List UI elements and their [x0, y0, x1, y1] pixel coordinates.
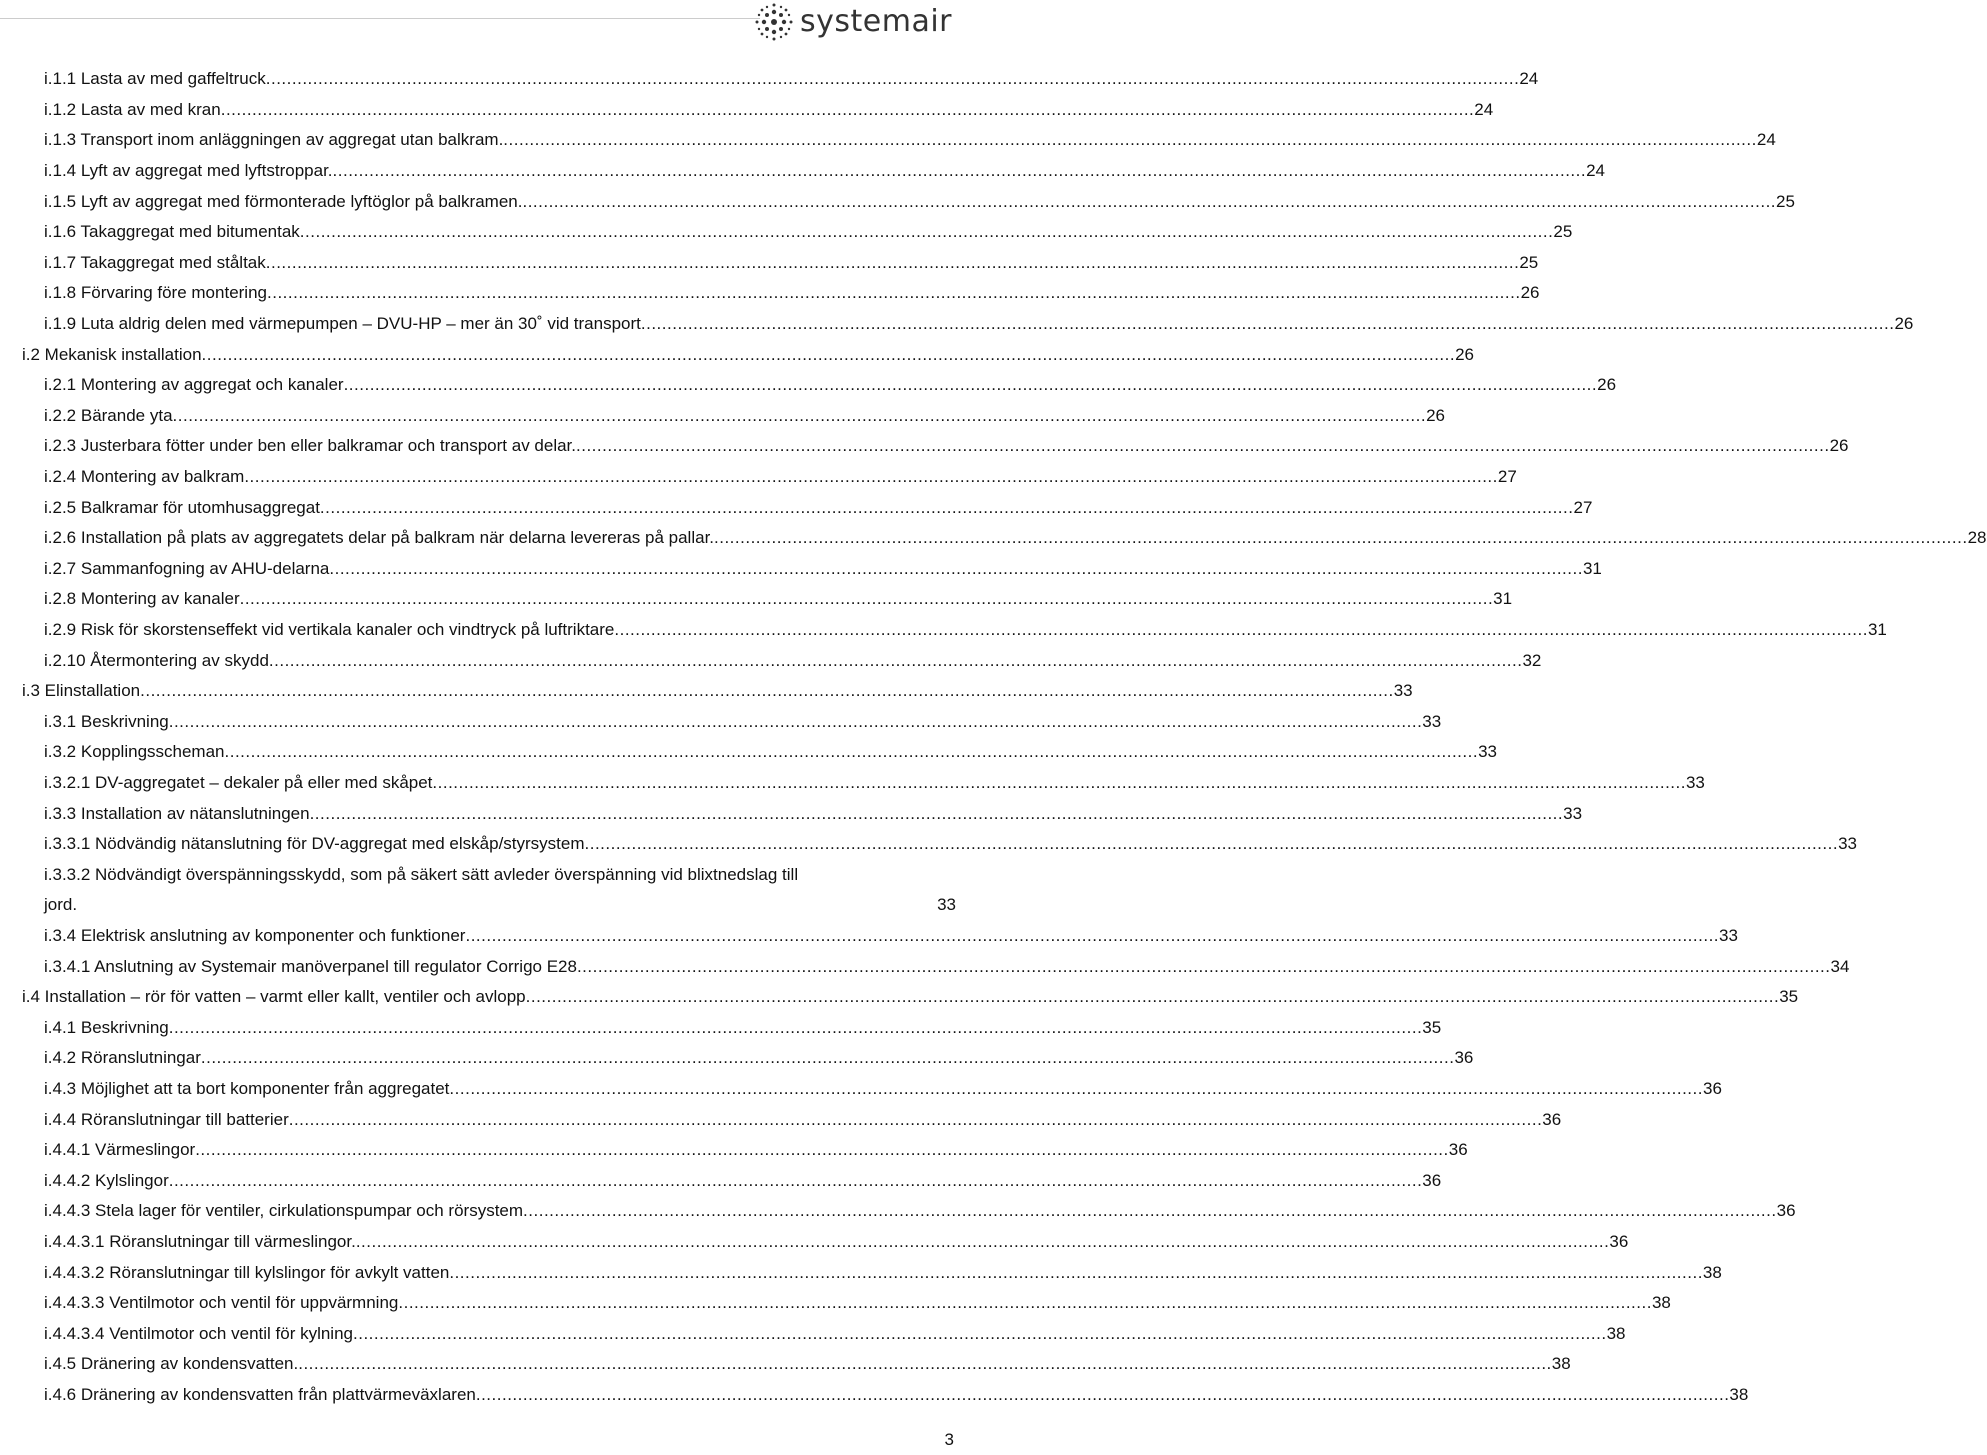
toc-entry-page: 27	[1573, 497, 1593, 517]
toc-entry-page: 25	[1519, 252, 1539, 272]
systemair-logo	[754, 0, 952, 44]
toc-entry-title: i.3.3.1 Nödvändig nätanslutning för DV-aggregat med elskåp/styrsystem	[44, 834, 585, 854]
toc-dot-leader	[289, 1110, 1543, 1130]
toc-entry-page: 33	[1719, 926, 1738, 946]
toc-dot-leader	[398, 1293, 1652, 1313]
toc-dot-leader	[169, 1171, 1423, 1191]
toc-entry[interactable]	[0, 401, 1446, 432]
toc-entry-title: i.4.6 Dränering av kondensvatten från plattvärmeväxlaren	[44, 1385, 476, 1405]
toc-entry-title: i.3.1 Beskrivning	[44, 711, 169, 731]
toc-entry[interactable]	[0, 737, 1497, 768]
toc-entry[interactable]	[0, 462, 1517, 493]
toc-entry[interactable]	[0, 523, 1987, 554]
toc-entry-page: 38	[1651, 1293, 1671, 1313]
toc-dot-leader	[526, 987, 1780, 1007]
toc-entry[interactable]	[0, 982, 1799, 1013]
toc-entry-title: i.2.9 Risk för skorstenseffekt vid vertikala kanaler och vindtryck på luftriktare	[44, 620, 615, 640]
toc-entry-title: i.2 Mekanisk installation	[22, 344, 202, 364]
toc-entry-title: i.3.4 Elektrisk anslutning av komponenter och funktioner	[44, 926, 466, 946]
toc-entry[interactable]	[0, 707, 1442, 738]
toc-dot-leader	[449, 1079, 1703, 1099]
toc-dot-leader	[585, 834, 1839, 854]
toc-entry-title: i.4.1 Beskrivning	[44, 1017, 169, 1037]
toc-dot-leader	[267, 283, 1521, 303]
page-number: 3	[944, 1430, 954, 1449]
toc-entry-page: 36	[1702, 1079, 1722, 1099]
toc-entry-page: 27	[1497, 467, 1517, 487]
toc-entry[interactable]	[0, 1043, 1474, 1074]
toc-entry-page: 33	[1685, 773, 1705, 793]
toc-entry-page: 36	[1776, 1201, 1796, 1221]
toc-entry[interactable]	[0, 1013, 1442, 1044]
toc-entry-page: 33	[1838, 834, 1857, 854]
toc-entry-page: 28	[1967, 528, 1987, 548]
toc-entry-title: i.1.9 Luta aldrig delen med värmepumpen – DVU-HP – mer än 30˚ vid transport	[44, 314, 641, 334]
toc-entry-title: i.2.2 Bärande yta	[44, 405, 173, 425]
toc-entry-page: 25	[1553, 222, 1573, 242]
toc-entry-title: i.3.3 Installation av nätanslutningen	[44, 803, 310, 823]
toc-dot-leader	[333, 161, 1587, 181]
toc-entry-title: i.4.5 Dränering av kondensvatten.	[44, 1354, 299, 1374]
toc-entry[interactable]	[0, 1349, 1571, 1380]
toc-entry[interactable]	[0, 431, 1849, 462]
toc-entry-title: i.2.6 Installation på plats av aggregatets delar på balkram när delarna levereras på pallar.	[44, 528, 715, 548]
toc-entry-title: i.2.3 Justerbara fötter under ben eller balkramar och transport av delar.	[44, 436, 577, 456]
toc-entry[interactable]	[0, 1135, 1468, 1166]
toc-dot-leader	[576, 436, 1830, 456]
toc-entry[interactable]	[0, 125, 1776, 156]
toc-entry[interactable]	[0, 1380, 1749, 1411]
toc-entry[interactable]	[0, 278, 1540, 309]
toc-dot-leader	[169, 712, 1423, 732]
toc-entry-page: 36	[1542, 1109, 1562, 1129]
toc-dot-leader	[202, 345, 1456, 365]
toc-dot-leader	[476, 1385, 1730, 1405]
toc-dot-leader	[641, 314, 1895, 334]
toc-dot-leader	[140, 681, 1394, 701]
toc-dot-leader	[240, 589, 1494, 609]
systemair-logo-icon	[754, 2, 794, 42]
toc-entry-page: 24	[1756, 130, 1776, 150]
toc-dot-leader	[523, 1201, 1777, 1221]
toc-entry[interactable]	[0, 768, 1705, 799]
toc-entry[interactable]	[0, 1288, 1671, 1319]
toc-entry-title: i.1.3 Transport inom anläggningen av aggregat utan balkram.	[44, 130, 504, 150]
toc-entry-title: i.2.5 Balkramar för utomhusaggregat	[44, 497, 320, 517]
toc-dot-leader	[266, 69, 1520, 89]
toc-entry-page: 38	[1551, 1354, 1571, 1374]
toc-entry[interactable]	[0, 615, 1887, 646]
toc-entry[interactable]	[0, 554, 1602, 585]
toc-entry-page: 38	[1606, 1323, 1626, 1343]
toc-entry-title: i.1.7 Takaggregat med ståltak	[44, 252, 266, 272]
toc-entry[interactable]	[0, 339, 1475, 370]
toc-entry-page: 33	[1478, 742, 1497, 762]
toc-entry-title: i.4.4.3.4 Ventilmotor och ventil för kylning	[44, 1323, 353, 1343]
toc-entry[interactable]	[0, 860, 960, 921]
toc-dot-leader	[169, 1018, 1423, 1038]
toc-entry-page: 34	[1830, 956, 1850, 976]
toc-entry-page: 24	[1519, 69, 1539, 89]
toc-entry[interactable]	[0, 1319, 1626, 1350]
toc-dot-leader	[173, 406, 1427, 426]
toc-entry[interactable]	[0, 309, 1914, 340]
toc-entry-title: i.4.4.3.2 Röranslutningar till kylslingor för avkylt vatten	[44, 1262, 450, 1282]
toc-entry[interactable]	[0, 1074, 1722, 1105]
toc-entry-page: 36	[1422, 1170, 1442, 1190]
toc-entry-page: 35	[1422, 1017, 1442, 1037]
toc-entry-page: 24	[1586, 161, 1606, 181]
toc-dot-leader	[432, 773, 1686, 793]
toc-entry-title: i.4.4 Röranslutningar till batterier	[44, 1109, 289, 1129]
header-rule	[0, 18, 760, 19]
toc-entry[interactable]	[0, 248, 1539, 279]
toc-entry[interactable]	[0, 798, 1583, 829]
toc-entry-page: 33	[1422, 711, 1442, 731]
toc-entry[interactable]	[0, 1196, 1796, 1227]
toc-entry-title: i.2.4 Montering av balkram	[44, 467, 245, 487]
toc-entry[interactable]	[0, 829, 1857, 860]
toc-entry-page: 33	[1563, 803, 1583, 823]
toc-entry-page: 35	[1779, 987, 1799, 1007]
toc-entry-title: i.4.4.1 Värmeslingor	[44, 1140, 196, 1160]
toc-entry[interactable]	[0, 645, 1542, 676]
toc-entry-title: i.1.5 Lyft av aggregat med förmonterade lyftöglor på balkramen.	[44, 191, 523, 211]
toc-dot-leader	[244, 467, 1498, 487]
toc-entry-title: i.3.4.1 Anslutning av Systemair manöverpanel till regulator Corrigo E28	[44, 956, 577, 976]
toc-entry-title: i.3.3.2 Nödvändigt överspänningsskydd, som på säkert sätt avleder överspänning vid blixtnedslag till	[44, 864, 799, 884]
toc-entry-title: i.4.4.3.1 Röranslutningar till värmeslingor.	[44, 1232, 356, 1252]
toc-entry-title: i.2.10 Återmontering av skydd	[44, 650, 269, 670]
toc-entry-title: i.4.2 Röranslutningar	[44, 1048, 201, 1068]
toc-dot-leader	[449, 1263, 1703, 1283]
toc-dot-leader	[269, 651, 1523, 671]
toc-entry[interactable]	[0, 186, 1795, 217]
toc-entry[interactable]	[0, 1166, 1442, 1197]
toc-entry-title-continued: jord.	[44, 895, 78, 915]
toc-dot-leader	[614, 620, 1868, 640]
toc-dot-leader	[310, 804, 1564, 824]
logo-text: systemair	[799, 4, 952, 39]
toc-entry-title: i.1.6 Takaggregat med bitumentak	[44, 222, 300, 242]
toc-dot-leader	[353, 1324, 1607, 1344]
toc-entry[interactable]	[0, 370, 1617, 401]
toc-entry-page: 36	[1448, 1140, 1468, 1160]
toc-entry-title: i.4.4.2 Kylslingor	[44, 1170, 169, 1190]
toc-entry-title: i.3.2 Kopplingsscheman	[44, 742, 225, 762]
toc-entry-title: i.2.7 Sammanfogning av AHU-delarna	[44, 558, 330, 578]
toc-dot-leader	[503, 130, 1757, 150]
toc-entry-title: i.2.8 Montering av kanaler	[44, 589, 240, 609]
toc-entry-page: 36	[1454, 1048, 1474, 1068]
toc-dot-leader	[266, 253, 1520, 273]
toc-entry-page: 32	[1522, 650, 1542, 670]
toc-entry-page: 26	[1455, 344, 1475, 364]
toc-dot-leader	[298, 1354, 1552, 1374]
toc-dot-leader	[221, 100, 1475, 120]
toc-entry[interactable]	[0, 921, 1738, 952]
toc-entry-title: i.2.1 Montering av aggregat och kanaler	[44, 375, 344, 395]
toc-entry-page: 24	[1474, 99, 1494, 119]
toc-entry[interactable]	[0, 951, 1850, 982]
toc-entry-page: 25	[1776, 191, 1795, 211]
toc-entry-title: i.3 Elinstallation	[22, 681, 141, 701]
toc-entry-page: 26	[1597, 375, 1617, 395]
toc-dot-leader	[465, 926, 1719, 946]
toc-entry[interactable]	[0, 676, 1413, 707]
toc-entry-page: 26	[1829, 436, 1849, 456]
toc-entry-page: 31	[1867, 620, 1887, 640]
toc-entry-title: i.4.4.3.3 Ventilmotor och ventil för uppvärmning	[44, 1293, 399, 1313]
toc-entry[interactable]	[0, 156, 1606, 187]
toc-entry-title: i.4.4.3 Stela lager för ventiler, cirkulationspumpar och rörsystem	[44, 1201, 524, 1221]
toc-entry[interactable]	[0, 492, 1593, 523]
toc-dot-leader	[522, 192, 1776, 212]
toc-dot-leader	[225, 742, 1479, 762]
toc-entry-page: 36	[1609, 1232, 1629, 1252]
toc-entry[interactable]	[0, 1227, 1629, 1258]
toc-dot-leader	[195, 1140, 1449, 1160]
toc-entry[interactable]	[0, 584, 1513, 615]
toc-entry-title: i.1.2 Lasta av med kran	[44, 99, 221, 119]
toc-entry[interactable]	[0, 64, 1539, 95]
toc-entry-title: i.1.8 Förvaring före montering	[44, 283, 267, 303]
toc-entry-page: 26	[1520, 283, 1540, 303]
toc-dot-leader	[577, 957, 1831, 977]
toc-dot-leader	[201, 1048, 1455, 1068]
toc-entry[interactable]	[0, 1257, 1722, 1288]
toc-dot-leader	[344, 375, 1598, 395]
toc-entry-title: i.1.4 Lyft av aggregat med lyftstroppar.	[44, 161, 333, 181]
toc-entry-page: 26	[1894, 314, 1914, 334]
toc-dot-leader	[300, 222, 1554, 242]
toc-dot-leader	[714, 528, 1968, 548]
toc-entry-page: 31	[1582, 558, 1602, 578]
toc-dot-leader	[356, 1232, 1610, 1252]
toc-dot-leader	[329, 559, 1583, 579]
toc-entry-title: i.1.1 Lasta av med gaffeltruck	[44, 69, 266, 89]
toc-entry-page: 31	[1493, 589, 1513, 609]
toc-entry-page: 33	[937, 895, 956, 915]
toc-entry-page: 38	[1702, 1262, 1722, 1282]
toc-entry[interactable]	[0, 95, 1494, 126]
toc-entry[interactable]	[0, 1104, 1562, 1135]
toc-entry-title: i.4 Installation – rör för vatten – varmt eller kallt, ventiler och avlopp	[22, 987, 526, 1007]
toc-entry-page: 38	[1729, 1385, 1749, 1405]
toc-entry-page: 33	[1393, 681, 1413, 701]
toc-entry[interactable]	[0, 217, 1573, 248]
toc-entry-title: i.4.3 Möjlighet att ta bort komponenter från aggregatet	[44, 1079, 450, 1099]
toc-entry-title: i.3.2.1 DV-aggregatet – dekaler på eller med skåpet	[44, 773, 433, 793]
toc-entry-page: 26	[1426, 405, 1446, 425]
toc-dot-leader	[320, 498, 1574, 518]
